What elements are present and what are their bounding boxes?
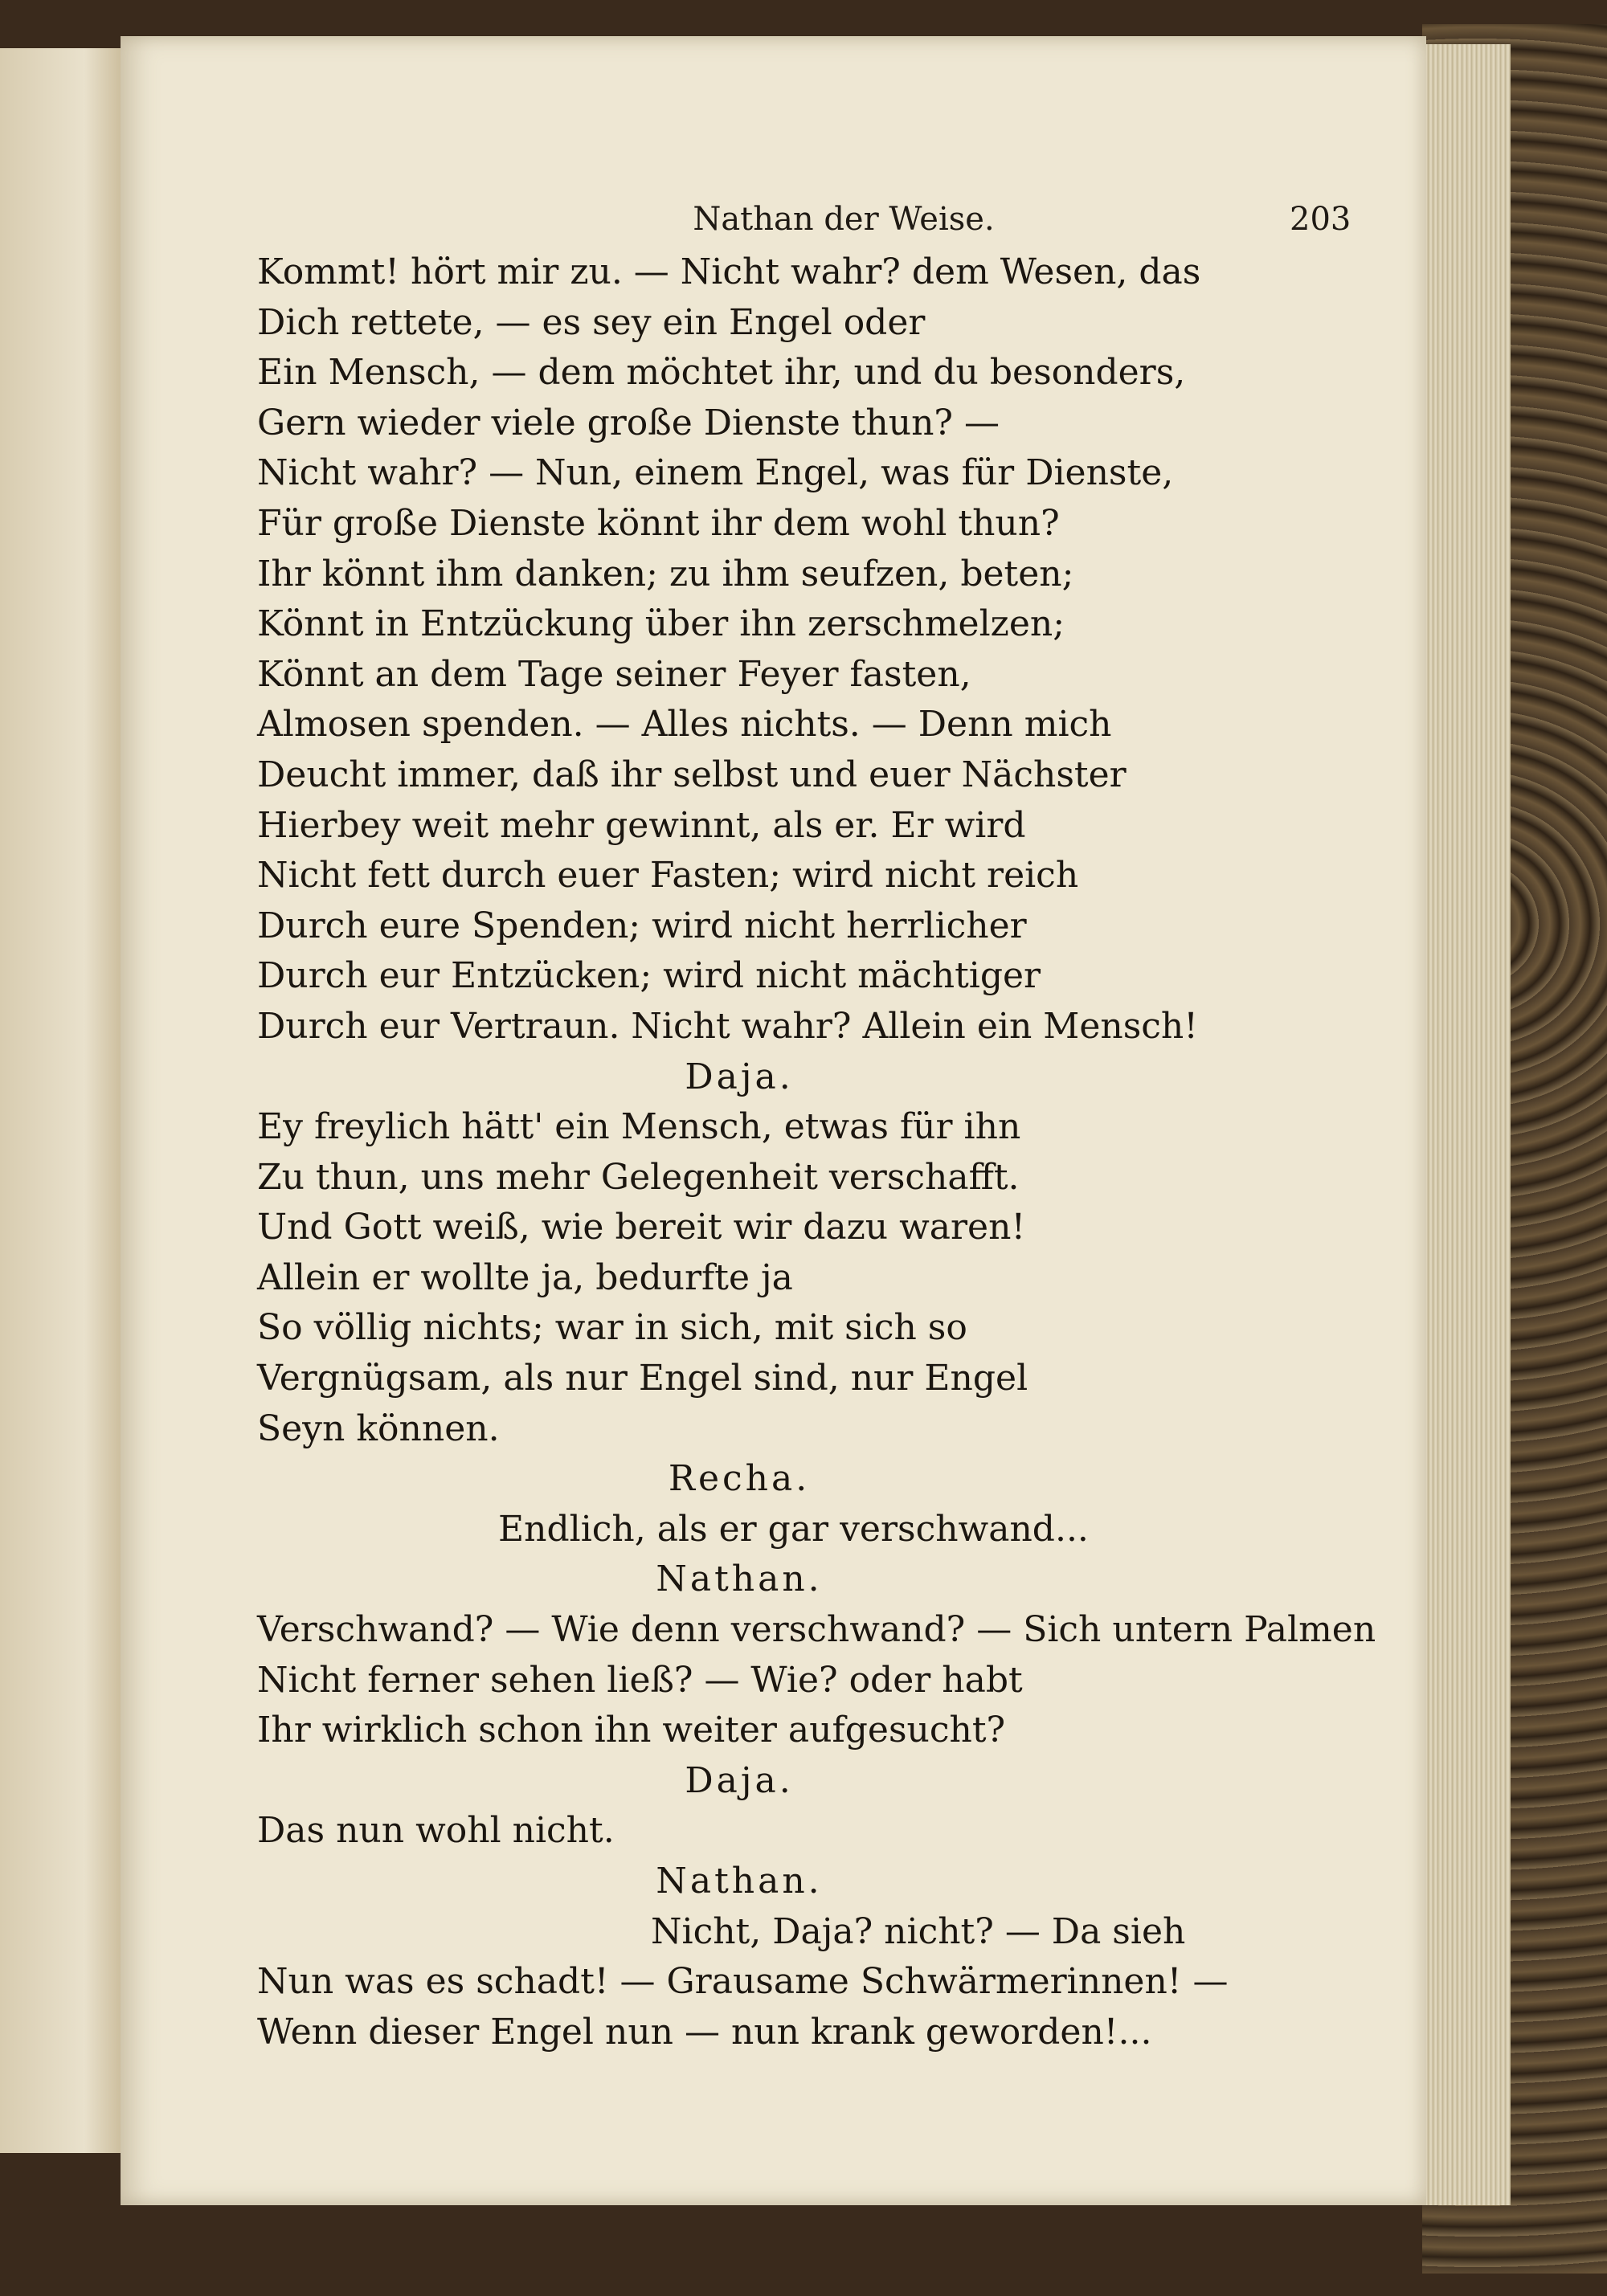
page-number: 203	[1290, 201, 1351, 238]
verse-line: Könnt in Entzückung über ihn zerschmelzen;	[257, 603, 1065, 645]
verse-line: Nicht ferner sehen ließ? — Wie? oder habt	[257, 1659, 1023, 1701]
verse-line: So völlig nichts; war in sich, mit sich so	[257, 1307, 967, 1349]
verse-line: Endlich, als er gar verschwand...	[498, 1508, 1089, 1550]
verse-line: Durch eur Vertraun. Nicht wahr? Allein ein Mensch!	[257, 1005, 1198, 1047]
verse-line: Nicht, Daja? nicht? — Da sieh	[651, 1910, 1186, 1952]
speaker-name: Recha.	[668, 1458, 811, 1500]
verse-line: Und Gott weiß, wie bereit wir dazu waren!	[257, 1207, 1026, 1248]
verse-line: Für große Dienste könnt ihr dem wohl thun?	[257, 502, 1060, 544]
verse-text	[257, 247, 1376, 2057]
verse-line: Wenn dieser Engel nun — nun krank geworden!...	[257, 2011, 1152, 2053]
verse-line: Allein er wollte ja, bedurfte ja	[257, 1256, 793, 1298]
verse-line: Nicht wahr? — Nun, einem Engel, was für Dienste,	[257, 452, 1174, 494]
verse-line: Hierbey weit mehr gewinnt, als er. Er wird	[257, 804, 1026, 846]
page-block-edge	[1414, 44, 1511, 2205]
verse-line: Seyn können.	[257, 1407, 500, 1449]
verse-line: Ein Mensch, — dem möchtet ihr, und du besonders,	[257, 352, 1186, 394]
speaker-name: Nathan.	[656, 1861, 823, 1902]
speaker-name: Daja.	[685, 1056, 794, 1097]
verse-line: Vergnügsam, als nur Engel sind, nur Engel	[257, 1358, 1028, 1399]
verse-line: Ihr wirklich schon ihn weiter aufgesucht?	[257, 1710, 1006, 1751]
verse-line: Durch eur Entzücken; wird nicht mächtiger	[257, 955, 1041, 997]
verse-line: Deucht immer, daß ihr selbst und euer Nächster	[257, 754, 1127, 795]
verse-line: Durch eure Spenden; wird nicht herrlicher	[257, 905, 1027, 946]
verse-line: Verschwand? — Wie denn verschwand? — Sich untern Palmen	[257, 1609, 1376, 1651]
verse-line: Dich rettete, — es sey ein Engel oder	[257, 301, 926, 343]
verse-line: Das nun wohl nicht.	[257, 1810, 615, 1852]
verse-line: Ey freylich hätt' ein Mensch, etwas für ihn	[257, 1106, 1021, 1148]
running-title: Nathan der Weise.	[693, 201, 995, 238]
verse-line: Nicht fett durch euer Fasten; wird nicht reich	[257, 855, 1079, 897]
verse-line: Almosen spenden. — Alles nichts. — Denn mich	[257, 704, 1112, 746]
verse-line: Ihr könnt ihm danken; zu ihm seufzen, beten;	[257, 553, 1074, 594]
speaker-name: Daja.	[685, 1759, 794, 1801]
verse-line: Könnt an dem Tage seiner Feyer fasten,	[257, 653, 971, 695]
verse-line: Gern wieder viele große Dienste thun? —	[257, 402, 1000, 443]
verse-line: Kommt! hört mir zu. — Nicht wahr? dem Wesen, das	[257, 251, 1201, 292]
verse-line: Zu thun, uns mehr Gelegenheit verschafft.	[257, 1156, 1020, 1198]
left-page-edge	[0, 48, 121, 2153]
speaker-name: Nathan.	[656, 1559, 823, 1600]
verse-line: Nun was es schadt! — Grausame Schwärmerinnen! —	[257, 1961, 1229, 2003]
